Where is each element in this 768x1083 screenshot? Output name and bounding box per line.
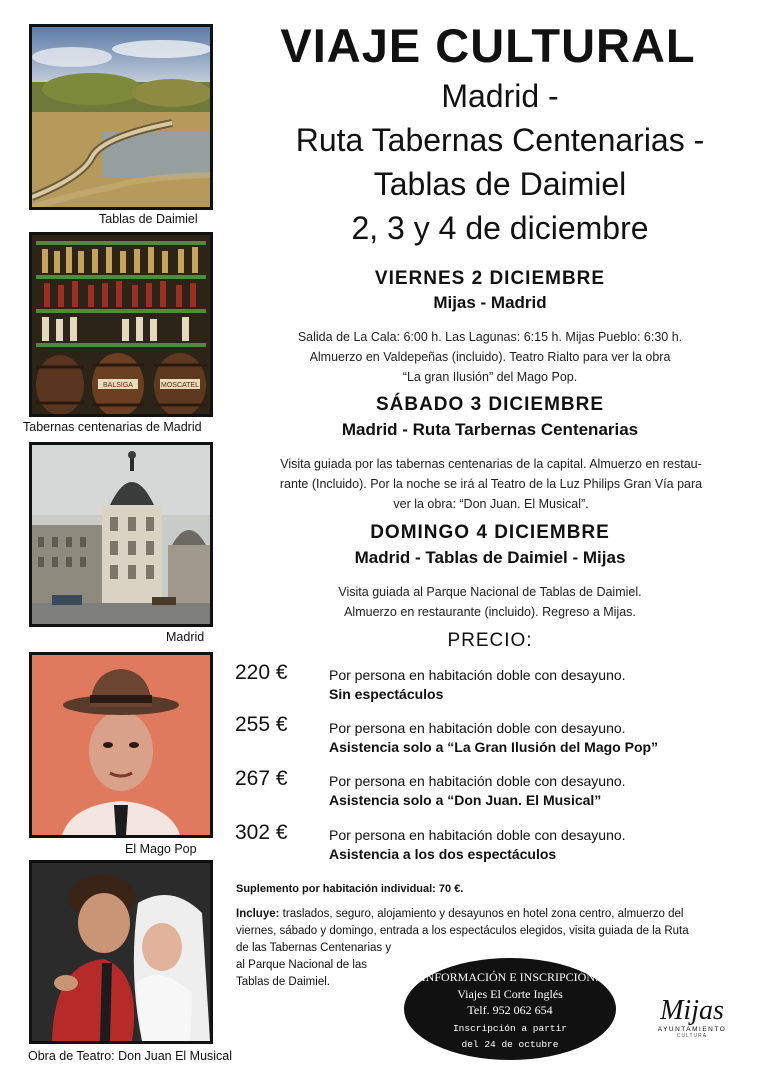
info-from-label: Inscripción a partir (452, 1023, 568, 1034)
caption-mago-pop: El Mago Pop (125, 842, 197, 856)
includes-line: viernes, sábado y domingo, entrada a los espectáculos elegidos, visita guiada de la Ruta (236, 925, 689, 937)
day-heading-saturday: SÁBADO 3 DICIEMBRE (375, 394, 605, 415)
day-route-saturday: Madrid - Ruta Tarbernas Centenarias (341, 420, 639, 439)
price-description: Por persona en habitación doble con desayuno. (329, 720, 626, 736)
photo-tablas-daimiel (29, 24, 213, 210)
price-amount: 267 € (235, 767, 288, 790)
info-badge (404, 958, 616, 1060)
photo-madrid (29, 442, 213, 627)
details-line: Almuerzo en Valdepeñas (incluido). Teatro Rialto para ver la obra (309, 350, 671, 364)
details-line: Visita guiada al Parque Nacional de Tablas de Daimiel. (338, 585, 642, 599)
price-description: Por persona en habitación doble con desayuno. (329, 773, 626, 789)
subtitle-line-3: Tablas de Daimiel (373, 166, 627, 202)
info-from-date: del 24 de octubre (461, 1039, 559, 1050)
price-heading: PRECIO: (447, 630, 533, 651)
subtitle-line-2: Ruta Tabernas Centenarias - (295, 122, 705, 158)
day-details-saturday (236, 454, 746, 514)
info-phone: Telf. 952 062 654 (467, 1003, 553, 1017)
price-option: Asistencia solo a “Don Juan. El Musical” (329, 792, 602, 808)
includes-line: traslados, seguro, alojamiento y desayunos en hotel zona centro, almuerzo del (279, 908, 684, 920)
day-heading-sunday: DOMINGO 4 DICIEMBRE (370, 522, 610, 543)
subtitle-dates: 2, 3 y 4 de diciembre (351, 210, 649, 246)
caption-tablas-daimiel: Tablas de Daimiel (99, 212, 198, 226)
info-agency: Viajes El Corte Inglés (457, 987, 563, 1001)
price-option: Asistencia a los dos espectáculos (329, 846, 557, 862)
caption-madrid: Madrid (166, 630, 205, 644)
day-route-sunday: Madrid - Tablas de Daimiel - Mijas (354, 548, 626, 567)
price-description: Por persona en habitación doble con desayuno. (329, 667, 626, 683)
day-heading-friday: VIERNES 2 DICIEMBRE (374, 268, 606, 289)
price-description: Por persona en habitación doble con desayuno. (329, 827, 626, 843)
subtitle-line-1: Madrid - (441, 78, 559, 114)
supplement-note: Suplemento por habitación individual: 70 €. (236, 883, 464, 895)
details-line: rante (Incluido). Por la noche se irá al Teatro de la Luz Philips Gran Vía para (279, 477, 703, 491)
details-line: “La gran Ilusión” del Mago Pop. (402, 370, 578, 384)
includes-line: al Parque Nacional de las (236, 959, 368, 971)
mijas-logo (652, 996, 732, 1039)
caption-don-juan-musical: Obra de Teatro: Don Juan El Musical (28, 1049, 233, 1063)
price-amount: 255 € (235, 713, 288, 736)
photo-mago-pop (29, 652, 213, 838)
day-details-friday (230, 327, 750, 387)
info-heading: INFORMACIÓN E INSCRIPCIÓN: (421, 970, 599, 984)
price-option: Sin espectáculos (329, 686, 444, 702)
page-title: VIAJE CULTURAL (280, 19, 696, 72)
details-line: Almuerzo en restaurante (incluido). Regreso a Mijas. (344, 605, 636, 619)
logo-line-1: AYUNTAMIENTO (657, 1026, 727, 1033)
photo-don-juan-musical (29, 860, 213, 1044)
logo-name: Mijas (660, 995, 724, 1026)
details-line: ver la obra: “Don Juan. El Musical”. (393, 497, 589, 511)
photo-tabernas-madrid (29, 232, 213, 417)
barrel-label-1: BALSIGA (103, 382, 133, 389)
price-option: Asistencia solo a “La Gran Ilusión del Mago Pop” (329, 739, 659, 755)
barrel-label-2: MOSCATEL (161, 382, 199, 389)
day-details-sunday (230, 582, 750, 622)
price-amount: 302 € (235, 821, 288, 844)
includes-line: Tablas de Daimiel. (236, 976, 330, 988)
details-line: Salida de La Cala: 6:00 h. Las Lagunas: 6:15 h. Mijas Pueblo: 6:30 h. (297, 330, 683, 344)
price-amount: 220 € (235, 661, 288, 684)
includes-line: de las Tabernas Centenarias y (236, 942, 392, 954)
logo-line-2: CULTURA (676, 1033, 708, 1039)
day-route-friday: Mijas - Madrid (433, 293, 547, 312)
includes-label: Incluye: (236, 908, 280, 920)
caption-tabernas-madrid: Tabernas centenarias de Madrid (23, 420, 202, 434)
details-line: Visita guiada por las tabernas centenarias de la capital. Almuerzo en restau- (280, 457, 702, 471)
